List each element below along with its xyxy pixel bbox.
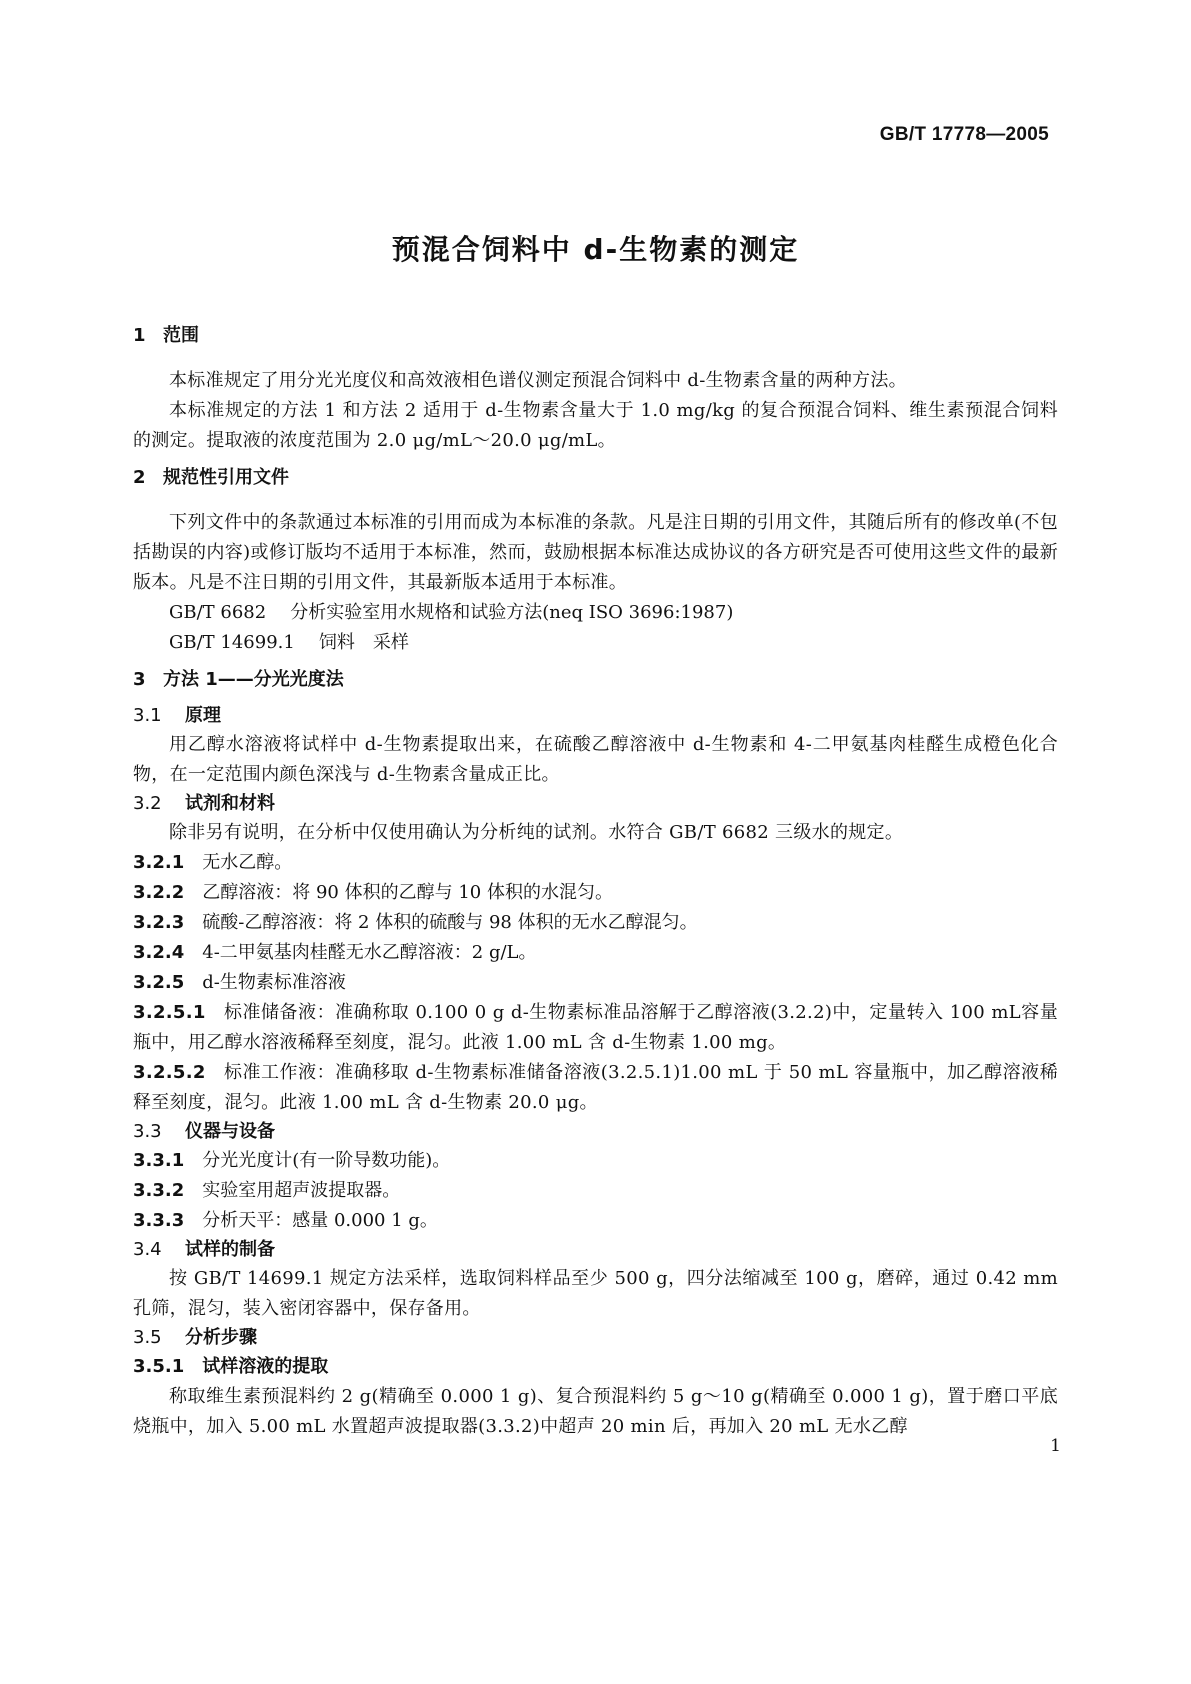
subsection-number: 3.2 [133,793,162,814]
section-number: 3 [133,669,146,690]
reference-code: GB/T 6682 [169,602,267,623]
section-2-heading [133,464,1058,492]
subsection-title: 试样的制备 [185,1239,275,1260]
clause-item [133,1146,1058,1176]
clause-text: 分析天平：感量 0.000 1 g。 [202,1210,438,1231]
section-title: 范围 [163,325,199,346]
subsection-3-4-heading [133,1236,1058,1264]
subsection-number: 3.5 [133,1327,162,1348]
clause-item [133,1206,1058,1236]
clause-item [133,1176,1058,1206]
clause-text: 无水乙醇。 [202,852,293,873]
clause-text: 实验室用超声波提取器。 [202,1180,401,1201]
subsection-title: 仪器与设备 [185,1121,275,1142]
subsection-3-1-heading [133,702,1058,730]
clause-number: 3.2.4 [133,942,185,963]
clause-number: 3.3.3 [133,1210,185,1231]
section-number: 1 [133,325,146,346]
section-1-heading [133,322,1058,350]
clause-number: 3.2.5 [133,972,185,993]
subsection-3-5-1-heading [133,1352,1058,1382]
paragraph: 称取维生素预混料约 2 g(精确至 0.000 1 g)、复合预混料约 5 g～10 g(精确至 0.000 1 g)，置于磨口平底烧瓶中，加入 5.00 mL 水置超声波提取器(3.3.2)中超声 20 min 后，再加入 20 mL 无水乙醇 [133,1386,1058,1437]
clause-text: d-生物素标准溶液 [202,972,346,993]
reference-code: GB/T 14699.1 [169,632,295,653]
reference-title: 分析实验室用水规格和试验方法(neq ISO 3696:1987) [290,602,734,623]
section-number: 2 [133,467,146,488]
page-number: 1 [1050,1436,1061,1456]
clause-text: 硫酸-乙醇溶液：将 2 体积的硫酸与 98 体积的无水乙醇混匀。 [202,912,698,933]
clause-number: 3.2.2 [133,882,185,903]
section-3-heading [133,666,1058,694]
clause-text: 分光光度计(有一阶导数功能)。 [202,1150,451,1171]
subsection-title: 试剂和材料 [185,793,275,814]
clause-item [133,908,1058,938]
section-title: 规范性引用文件 [163,467,289,488]
paragraph: 本标准规定的方法 1 和方法 2 适用于 d-生物素含量大于 1.0 mg/kg 的复合预混合饲料、维生素预混合饲料的测定。提取液的浓度范围为 2.0 μg/mL～20.0 μg/mL。 [133,400,1058,451]
normative-reference [133,628,1058,658]
clause-text: 4-二甲氨基肉桂醛无水乙醇溶液：2 g/L。 [202,942,537,963]
clause-number: 3.2.1 [133,852,185,873]
clause-number: 3.5.1 [133,1356,185,1377]
clause-number: 3.2.3 [133,912,185,933]
paragraph: 按 GB/T 14699.1 规定方法采样，选取饲料样品至少 500 g，四分法缩减至 100 g，磨碎，通过 0.42 mm孔筛，混匀，装入密闭容器中，保存备用。 [133,1268,1058,1319]
standard-number: GB/T 17778—2005 [879,124,1049,145]
paragraph: 下列文件中的条款通过本标准的引用而成为本标准的条款。凡是注日期的引用文件，其随后所有的修改单(不包括勘误的内容)或修订版均不适用于本标准，然而，鼓励根据本标准达成协议的各方研究是否可使用这些文件的最新版本。凡是不注日期的引用文件，其最新版本适用于本标准。 [133,512,1058,593]
clause-item [133,1058,1058,1118]
clause-item [133,998,1058,1058]
subsection-title: 原理 [185,705,221,726]
subsection-number: 3.3 [133,1121,162,1142]
clause-item [133,968,1058,998]
clause-number: 3.3.1 [133,1150,185,1171]
clause-number: 3.2.5.2 [133,1062,206,1083]
clause-item [133,848,1058,878]
clause-item [133,938,1058,968]
paragraph: 本标准规定了用分光光度仪和高效液相色谱仪测定预混合饲料中 d-生物素含量的两种方法。 [169,370,907,391]
clause-text: 标准储备液：准确称取 0.100 0 g d-生物素标准品溶解于乙醇溶液(3.2.2)中，定量转入 100 mL容量瓶中，用乙醇水溶液稀释至刻度，混匀。此液 1.00 mL 含 d-生物素 1.00 mg。 [133,1002,1058,1053]
section-title: 方法 1——分光光度法 [163,669,344,690]
clause-item [133,878,1058,908]
paragraph: 用乙醇水溶液将试样中 d-生物素提取出来，在硫酸乙醇溶液中 d-生物素和 4-二甲氨基肉桂醛生成橙色化合物，在一定范围内颜色深浅与 d-生物素含量成正比。 [133,734,1058,785]
clause-number: 3.2.5.1 [133,1002,206,1023]
document-body [133,322,1058,1442]
normative-reference [133,598,1058,628]
subsection-number: 3.1 [133,705,162,726]
clause-title: 试样溶液的提取 [202,1356,329,1377]
clause-text: 乙醇溶液：将 90 体积的乙醇与 10 体积的水混匀。 [202,882,613,903]
clause-text: 标准工作液：准确移取 d-生物素标准储备溶液(3.2.5.1)1.00 mL 于 50 mL 容量瓶中，加乙醇溶液稀释至刻度，混匀。此液 1.00 mL 含 d-生物素 20.0 μg。 [133,1062,1058,1113]
document-title: 预混合饲料中 d-生物素的测定 [391,233,800,266]
subsection-3-2-heading [133,790,1058,818]
subsection-3-5-heading [133,1324,1058,1352]
clause-number: 3.3.2 [133,1180,185,1201]
paragraph: 除非另有说明，在分析中仅使用确认为分析纯的试剂。水符合 GB/T 6682 三级水的规定。 [169,822,904,843]
reference-title: 饲料 采样 [318,632,409,653]
subsection-title: 分析步骤 [185,1327,257,1348]
subsection-number: 3.4 [133,1239,162,1260]
subsection-3-3-heading [133,1118,1058,1146]
